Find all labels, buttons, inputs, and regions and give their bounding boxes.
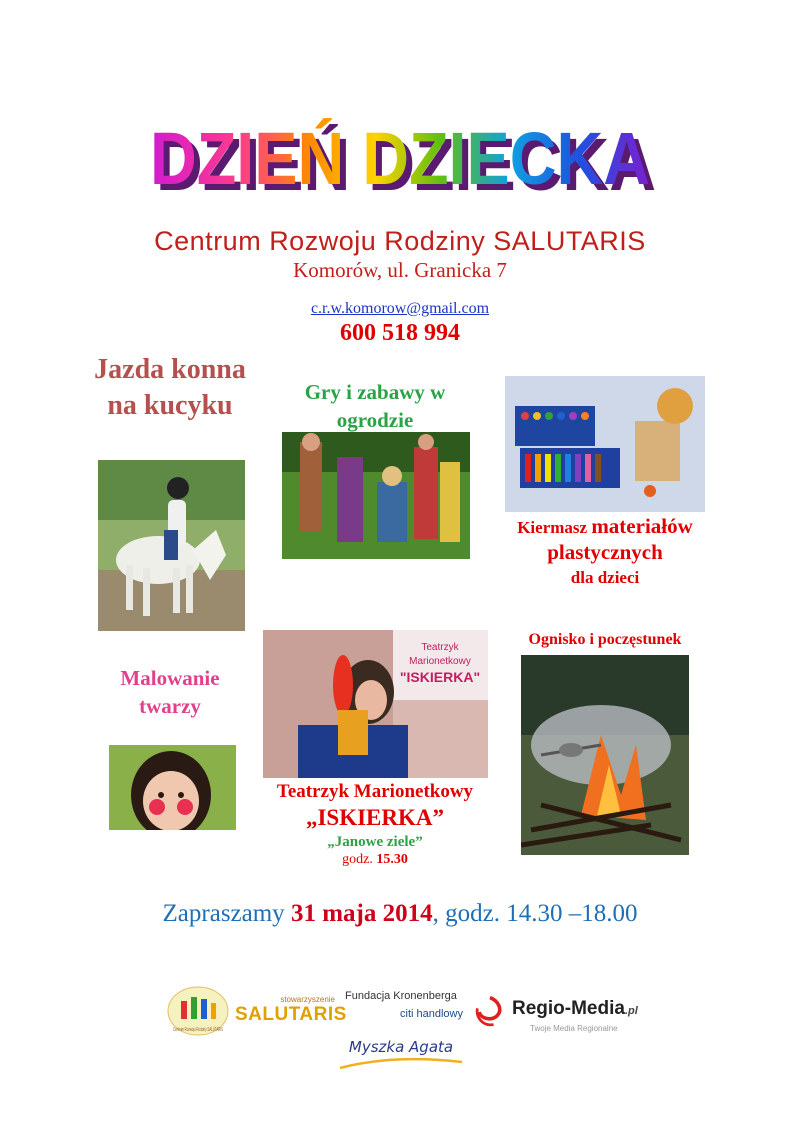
theatre-sign-line1: Teatrzyk [421,642,459,653]
email-link[interactable]: c.r.w.komorow@gmail.com [310,300,490,317]
salutaris-circle-text: Centrum Rozwoju Rodziny SALUTARIS [173,1027,224,1033]
games-caption: Gry i zabawy w ogrodzie [304,380,446,432]
stowarzyszenie-salutaris-logo [235,995,347,1035]
regio-media-logo [472,990,642,1040]
theatre-photo [263,630,488,778]
fundacja-label: Fundacja Kronenberga [345,990,457,1002]
regio-swirl-icon [472,994,508,1030]
regio-label: Regio-Media [512,998,625,1019]
theatre-play: „Janowe ziele” [327,833,423,850]
fair-caption [490,514,720,590]
address: Komorów, ul. Granicka 7 [293,258,507,282]
organization-name: Centrum Rozwoju Rodziny SALUTARIS [154,226,646,256]
bonfire-caption: Ognisko i poczęstunek [528,631,682,648]
theatre-name: Teatrzyk Marionetkowy [276,781,474,802]
title-text: DZIEŃ DZIECKA [150,117,650,200]
stowarzyszenie-label: stowarzyszenie [280,995,335,1004]
invite-pre: Zapraszamy [162,900,285,927]
myszka-swoosh-icon [334,1056,468,1072]
myszka-label: Myszka Agata [348,1038,454,1056]
theatre-time-value: 15.30 [376,852,408,868]
pony-photo [98,460,245,631]
salutaris-label: SALUTARIS [235,1004,347,1025]
theatre-time [240,851,510,869]
myszka-agata-logo [334,1038,468,1078]
regio-subtitle: Twoje Media Regionalne [530,1024,618,1033]
face-paint-photo [109,745,236,830]
regio-suffix: .pl [624,1005,638,1017]
theatre-caption [240,780,510,869]
bonfire-photo [521,655,689,855]
art-supplies-photo [505,376,705,512]
face-paint-caption: Malowanie twarzy [120,666,220,718]
invite-time: , godz. 14.30 –18.00 [432,900,638,927]
title-shadow: DZIEŃ DZIECKA [156,123,656,204]
fair-caption-post: dla dzieci [570,568,640,587]
phone-number: 600 518 994 [340,320,460,346]
salutaris-circle-logo [163,985,233,1037]
invitation-line [0,900,800,928]
fair-caption-big: materiałów plastycznych [547,514,693,564]
garden-games-photo [282,432,470,559]
theatre-time-label: godz. [342,852,373,868]
fair-caption-pre: Kiermasz [517,518,588,537]
pony-caption: Jazda konna na kucyku [94,354,246,421]
event-title [140,108,660,204]
theatre-sign-line3: "ISKIERKA" [399,669,481,685]
invite-date: 31 maja 2014 [290,900,433,927]
fundacja-kronenberga-logo [345,990,463,1030]
theatre-sign-line2: Marionetkowy [409,656,471,667]
theatre-title: „ISKIERKA” [305,804,445,830]
citi-label: citi handlowy [400,1008,463,1020]
